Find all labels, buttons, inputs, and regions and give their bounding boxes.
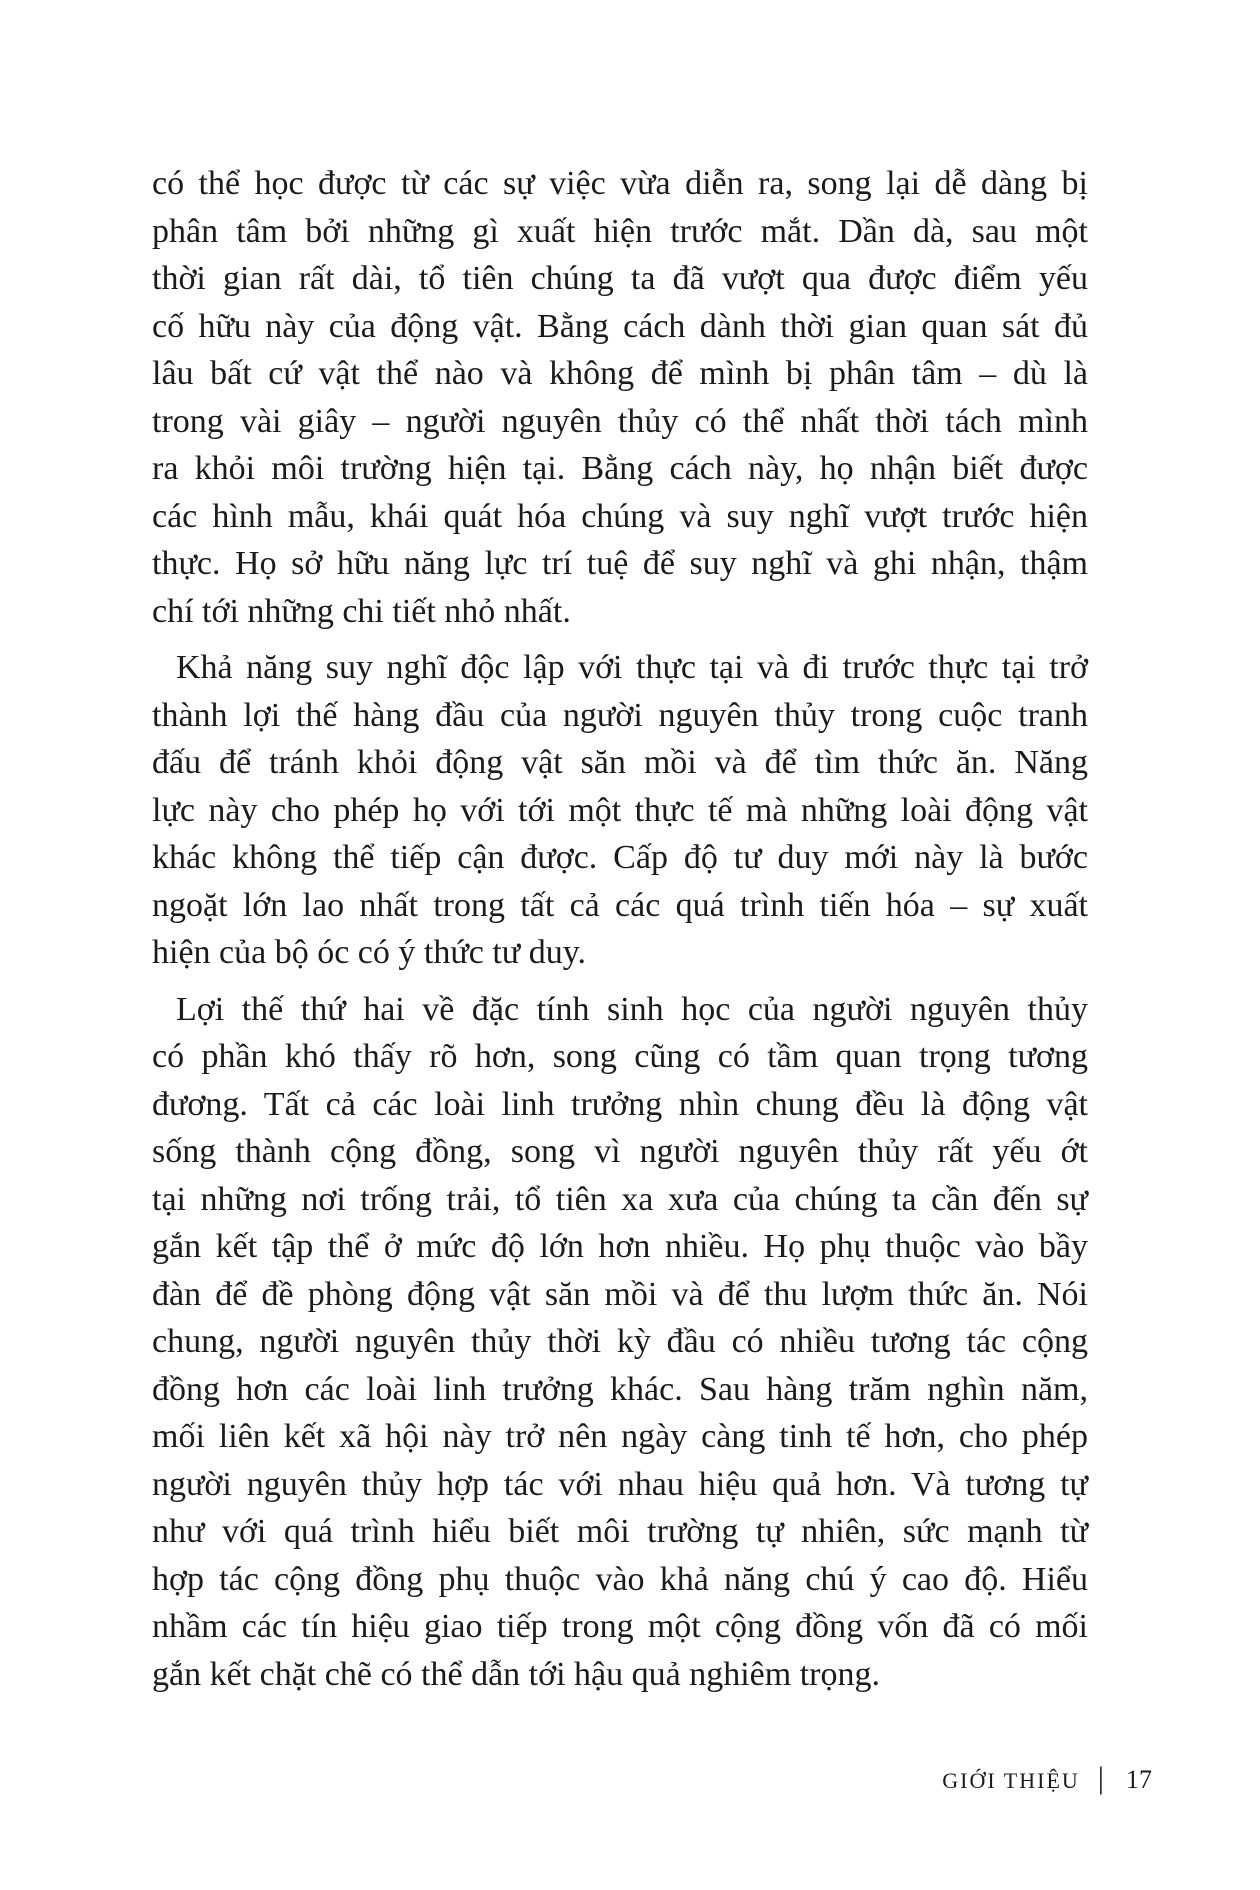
text-line: hiện của bộ óc có ý thức tư duy. (152, 934, 587, 971)
text-line: cố hữu này của động vật. Bằng cách dành thời gian quan sát đủ (152, 307, 1088, 345)
text-line: người nguyên thủy hợp tác với nhau hiệu quả hơn. Và tương tự (152, 1465, 1088, 1503)
text-line: thời gian rất dài, tổ tiên chúng ta đã vượt qua được điểm yếu (152, 260, 1088, 297)
text-line: có thể học được từ các sự việc vừa diễn ra, song lại dễ dàng bị (152, 165, 1088, 202)
paragraph (152, 160, 1088, 635)
text-line: đấu để tránh khỏi động vật săn mồi và để tìm thức ăn. Năng (152, 744, 1088, 781)
text-line: lực này cho phép họ với tới một thực tế mà những loài động vật (152, 791, 1088, 829)
text-line: phân tâm bởi những gì xuất hiện trước mắt. Dần dà, sau một (152, 212, 1088, 250)
text-line: như với quá trình hiểu biết môi trường tự nhiên, sức mạnh từ (152, 1513, 1088, 1550)
text-line: đồng hơn các loài linh trưởng khác. Sau hàng trăm nghìn năm, (152, 1370, 1088, 1408)
text-line: trong vài giây – người nguyên thủy có thể nhất thời tách mình (152, 402, 1088, 440)
text-line: nhầm các tín hiệu giao tiếp trong một cộng đồng vốn đã có mối (152, 1608, 1088, 1645)
text-line: Lợi thế thứ hai về đặc tính sinh học của người nguyên thủy (176, 990, 1088, 1028)
paragraph (152, 986, 1088, 1699)
body-text (152, 160, 1088, 1698)
text-line: chí tới những chi tiết nhỏ nhất. (152, 592, 571, 630)
text-line: sống thành cộng đồng, song vì người nguyên thủy rất yếu ớt (152, 1133, 1088, 1170)
text-line: khác không thể tiếp cận được. Cấp độ tư duy mới này là bước (152, 839, 1088, 876)
text-line: có phần khó thấy rõ hơn, song cũng có tầm quan trọng tương (152, 1038, 1088, 1075)
text-line: đàn để đề phòng động vật săn mồi và để thu lượm thức ăn. Nói (152, 1275, 1088, 1313)
footer-divider: | (1097, 1760, 1104, 1795)
text-line: ra khỏi môi trường hiện tại. Bằng cách này, họ nhận biết được (152, 450, 1088, 487)
text-line: Khả năng suy nghĩ độc lập với thực tại và đi trước thực tại trở (176, 649, 1088, 686)
running-footer-section: GIỚI THIỆU (942, 1768, 1080, 1793)
text-line: ngoặt lớn lao nhất trong tất cả các quá trình tiến hóa – sự xuất (152, 886, 1088, 924)
text-line: mối liên kết xã hội này trở nên ngày càng tinh tế hơn, cho phép (152, 1418, 1088, 1455)
page-footer (942, 1762, 1152, 1795)
text-line: hợp tác cộng đồng phụ thuộc vào khả năng chú ý cao độ. Hiểu (152, 1560, 1088, 1598)
text-line: thực. Họ sở hữu năng lực trí tuệ để suy nghĩ và ghi nhận, thậm (152, 545, 1088, 582)
text-line: các hình mẫu, khái quát hóa chúng và suy nghĩ vượt trước hiện (152, 497, 1088, 535)
text-line: đương. Tất cả các loài linh trưởng nhìn chung đều là động vật (152, 1085, 1088, 1123)
text-line: thành lợi thế hàng đầu của người nguyên thủy trong cuộc tranh (152, 696, 1088, 734)
paragraph (152, 644, 1088, 977)
text-line: tại những nơi trống trải, tổ tiên xa xưa của chúng ta cần đến sự (152, 1180, 1088, 1218)
text-line: gắn kết tập thể ở mức độ lớn hơn nhiều. Họ phụ thuộc vào bầy (152, 1228, 1088, 1265)
page-number: 17 (1126, 1765, 1152, 1794)
text-line: chung, người nguyên thủy thời kỳ đầu có nhiều tương tác cộng (152, 1323, 1088, 1360)
text-line: gắn kết chặt chẽ có thể dẫn tới hậu quả nghiêm trọng. (152, 1655, 880, 1693)
text-line: lâu bất cứ vật thể nào và không để mình bị phân tâm – dù là (152, 355, 1088, 392)
